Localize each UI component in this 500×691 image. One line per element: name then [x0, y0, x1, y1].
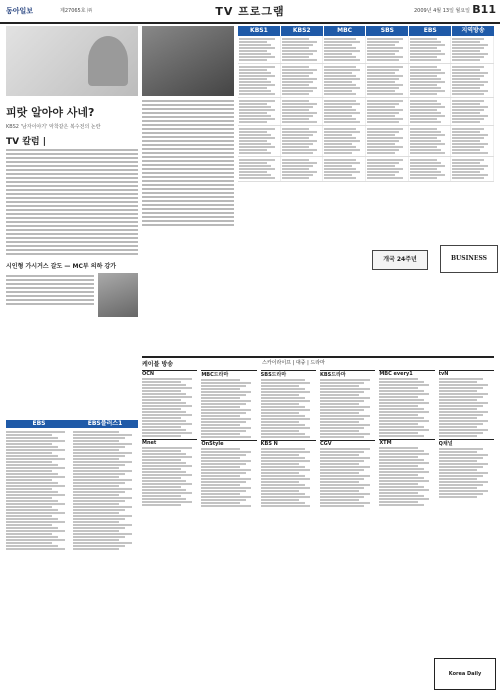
- article-text-line: [142, 100, 234, 102]
- cable-channel-name: OnStyle: [201, 440, 256, 447]
- schedule-row: [238, 98, 494, 126]
- cable-channel-name: SBS드라마: [261, 370, 316, 378]
- cable-channel-name: MBC every1: [379, 370, 434, 377]
- article-text-line: [6, 149, 138, 151]
- article-text-line: [142, 144, 234, 146]
- article-text-line: [6, 279, 94, 281]
- top-ad-image: [6, 26, 138, 96]
- middle-column: [142, 26, 234, 228]
- article-text-line: [6, 165, 138, 167]
- article-text-line: [6, 157, 138, 159]
- article-text-line: [142, 104, 234, 106]
- article-text-line: [142, 212, 234, 214]
- article-text-line: [6, 201, 138, 203]
- cable-channel-name: tvN: [439, 370, 494, 377]
- cable-section-header: [142, 356, 494, 368]
- cable-column: [439, 368, 494, 653]
- article-text-line: [142, 200, 234, 202]
- article-text-line: [6, 253, 138, 255]
- article-text-line: [142, 184, 234, 186]
- article-text-line: [6, 205, 138, 207]
- article-text-line: [6, 161, 138, 163]
- article-text-line: [142, 196, 234, 198]
- channel-ebs: EBS: [409, 26, 452, 36]
- lower-channel-ebs-plus: EBS플러스1: [87, 420, 123, 427]
- cable-column: [379, 368, 434, 653]
- article-text-line: [6, 169, 138, 171]
- second-article-headline: 시인형 가시거스 갈도 — MC부 의하 강가: [6, 263, 117, 270]
- article-text-line: [6, 283, 94, 285]
- article-text-line: [142, 152, 234, 154]
- cable-channel-name: MBC드라마: [201, 370, 256, 378]
- newspaper-logo: 동아일보: [6, 7, 34, 15]
- article-text-line: [142, 176, 234, 178]
- article-text-line: [142, 160, 234, 162]
- issue-number: 제27065호 ㈜: [60, 8, 93, 14]
- cable-column: [142, 368, 197, 653]
- article-text-line: [142, 188, 234, 190]
- cable-channel-name: Q채널: [439, 439, 494, 447]
- article-text-line: [142, 172, 234, 174]
- schedule-row: [238, 64, 494, 98]
- article-text-line: [6, 221, 138, 223]
- article-text-line: [142, 148, 234, 150]
- lower-left-schedule: [6, 420, 138, 551]
- article-text-line: [6, 303, 94, 305]
- article-text-line: [6, 181, 138, 183]
- article-text-line: [142, 220, 234, 222]
- footer-ad: Korea Daily: [434, 658, 496, 690]
- anniversary-badge: 개국 24주년: [372, 250, 428, 270]
- article-subhead: KBS2 '남자이야기' 악착같은 복수전의 논란: [6, 124, 101, 130]
- article-text-line: [6, 249, 138, 251]
- article-text-line: [6, 153, 138, 155]
- schedule-row: [238, 36, 494, 64]
- article-text-line: [142, 204, 234, 206]
- channel-header-bar: [238, 26, 494, 36]
- article-text-line: [6, 287, 94, 289]
- article-text-line: [6, 209, 138, 211]
- cable-column: [320, 368, 375, 653]
- article-text-line: [142, 208, 234, 210]
- channel-mbc: MBC: [324, 26, 367, 36]
- article-text-line: [6, 299, 94, 301]
- article-text-line: [6, 233, 138, 235]
- article-text-line: [6, 217, 138, 219]
- cable-channel-name: KBS N: [261, 440, 316, 447]
- lower-channel-bar: [6, 420, 138, 428]
- channel-kbs1: KBS1: [238, 26, 281, 36]
- article-text-line: [6, 237, 138, 239]
- schedule-row: [238, 157, 494, 182]
- article-text-line: [6, 193, 138, 195]
- article-text-line: [142, 192, 234, 194]
- article-text-line: [142, 108, 234, 110]
- article-text-line: [6, 189, 138, 191]
- cable-schedule-grid: [142, 368, 494, 653]
- cable-title: 케이블 방송: [142, 361, 174, 368]
- issue-date: 2009년 4월 13일 월요일: [413, 8, 470, 14]
- article-text-line: [6, 275, 94, 277]
- article-text-line: [6, 177, 138, 179]
- article-text-line: [142, 168, 234, 170]
- article-text-line: [6, 291, 94, 293]
- article-text-line: [6, 185, 138, 187]
- article-text-line: [6, 241, 138, 243]
- article-text-line: [142, 140, 234, 142]
- cable-column: [261, 368, 316, 653]
- article-text-line: [6, 295, 94, 297]
- article-text-line: [142, 112, 234, 114]
- broadcast-schedule-grid: [238, 26, 494, 182]
- cable-channel-name: OCN: [142, 370, 197, 377]
- article-text-line: [142, 156, 234, 158]
- channel-kbs2: KBS2: [281, 26, 324, 36]
- article-text-line: [6, 225, 138, 227]
- cable-channel-name: XTM: [379, 439, 434, 446]
- page-header: [0, 0, 500, 24]
- article-text-line: [142, 124, 234, 126]
- channel-local: 지역방송: [461, 27, 485, 34]
- article-text-line: [142, 216, 234, 218]
- article-text-line: [142, 116, 234, 118]
- left-column: [6, 26, 138, 317]
- article-text-line: [6, 229, 138, 231]
- portrait-photo: [98, 273, 138, 317]
- article-text-line: [6, 245, 138, 247]
- cable-column: [201, 368, 256, 653]
- article-text-line: [142, 164, 234, 166]
- lower-channel-ebs: EBS: [32, 420, 46, 427]
- article-text-line: [142, 136, 234, 138]
- article-text-line: [142, 120, 234, 122]
- cable-channel-name: CGV: [320, 440, 375, 447]
- page-number: B11: [472, 3, 496, 16]
- article-text-line: [142, 180, 234, 182]
- cable-channel-name: Mnet: [142, 439, 197, 446]
- article-text-line: [6, 197, 138, 199]
- article-headline: 피랏 알아야 사네?: [6, 106, 95, 119]
- article-text-line: [6, 213, 138, 215]
- article-text-line: [142, 224, 234, 226]
- channel-sbs: SBS: [366, 26, 409, 36]
- cable-subtitle: 스카이라이프 | 대중 | 드라마: [262, 360, 325, 366]
- article-text-line: [142, 132, 234, 134]
- business-review-ad: BUSINESS: [440, 245, 498, 273]
- drama-still-photo: [142, 26, 234, 96]
- page-title: TV 프로그램: [215, 5, 285, 18]
- cable-channel-name: KBS드라마: [320, 370, 375, 378]
- article-text-line: [142, 128, 234, 130]
- article-text-line: [6, 173, 138, 175]
- schedule-row: [238, 126, 494, 157]
- column-label: TV 칼럼 |: [6, 137, 47, 147]
